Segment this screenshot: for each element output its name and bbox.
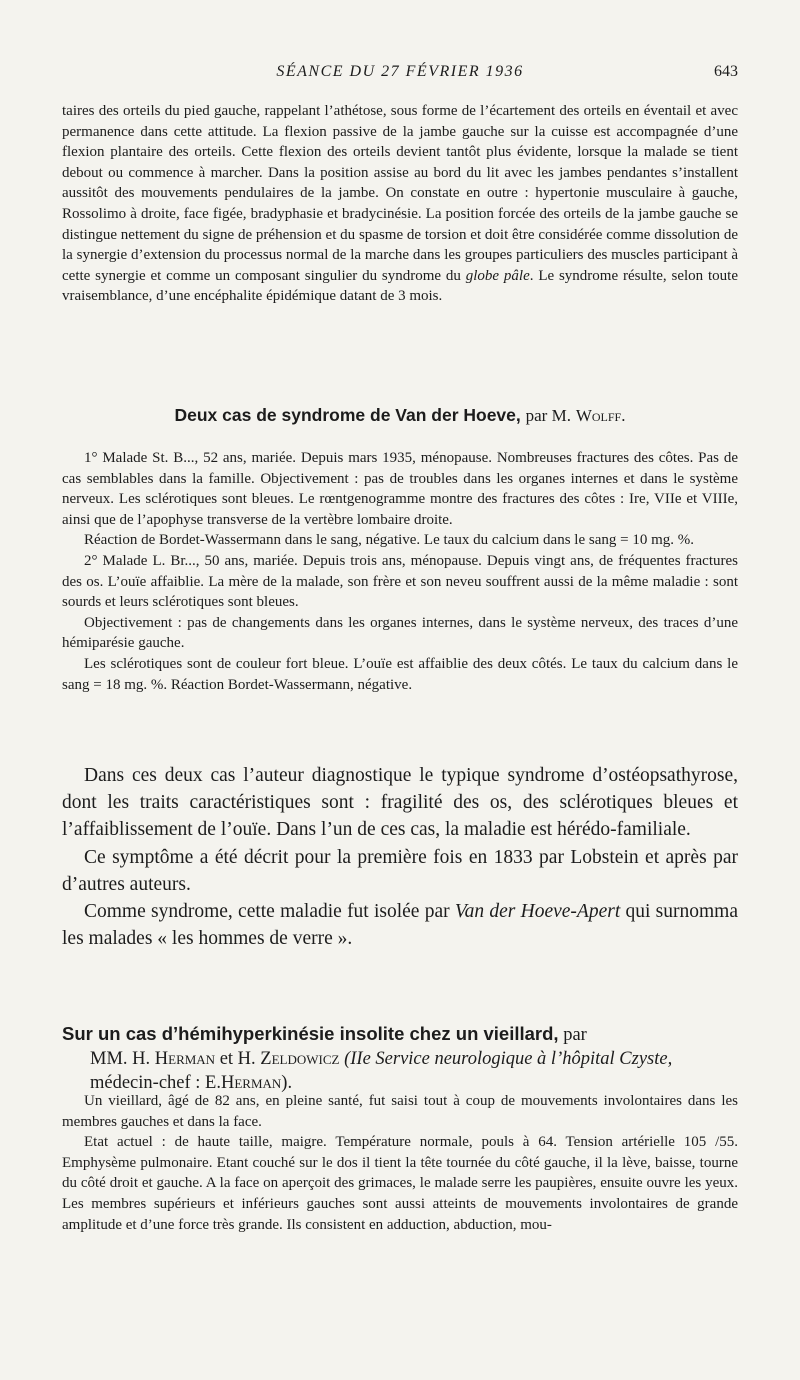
article2-paragraph-1: Un vieillard, âgé de 82 ans, en pleine santé, fut saisi tout à coup de mouvements involontaires dans les membres gauches et dans la face. [62,1093,738,1130]
article1-title-text: Deux cas de syndrome de Van der Hoeve, [174,405,521,425]
page-header [62,63,738,87]
article1-commentary [62,762,738,952]
commentary3-text-a: Comme syndrome, cette maladie fut isolée par [84,901,455,923]
article1-title [62,405,738,426]
article1-cases [62,448,738,695]
continuation-italic: globe pâle [465,267,530,284]
article2-par: par [563,1025,587,1045]
article2-title [62,1022,738,1095]
article1-author: Wolff. [575,406,626,425]
article2-chief-prefix: médecin-chef : E. [90,1073,221,1093]
article1-byline-prefix: par M. [525,406,571,425]
commentary-paragraph-3 [62,898,738,952]
article2-paragraph-2: Etat actuel : de haute taille, maigre. Température normale, pouls à 64. Tension artérielle 105 /55. Emphysème pulmonaire. Etant couché sur le dos il tient la tête tournée du côté gauche, il la lève, baisse, tourne du côté droit et gauche. A la face on aperçoit des grimaces, le malade serre les paupières, ensuite ouvre les yeux. Les membres supérieurs et inférieurs gauches sont aussi atteints de mouvements involontaires de grande amplitude et d’une force très grande. Ils consistent en adduction, abduction, mou- [62,1134,738,1233]
continuation-text-a: taires des orteils du pied gauche, rappelant l’athétose, sous forme de l’écartement des orteils en éventail et avec permanence dans cette attitude. La flexion passive de la jambe gauche sur la cuisse est accompagnée d’une flexion plantaire des orteils. Cette flexion des orteils devient tantôt plus évidente, lorsque la malade se tient debout ou commence à marcher. Dans la position assise au bord du lit avec les jambes pendantes s’installent aussitôt des mouvements pendulaires de la jambe. On constate en outre : hypertonie musculaire à gauche, Rossolimo à droite, face figée, bradyphasie et bradycinésie. La position forcée des orteils de la jambe gauche se distingue nettement du signe de préhension et du spasme de torsion et doit être considérée comme dissolution de la synergie d’extension du processus normal de la marche dans les groupes particuliers des muscles participant à cette synergie et comme un composant singulier du syndrome du [62,103,738,284]
article2-chief-suffix: ). [281,1073,293,1093]
article2-service: (IIe Service neurologique à l’hôpital Czyste, [344,1049,673,1069]
article2-authors-mid: et H. [219,1049,256,1069]
case2-paragraph: 2° Malade L. Br..., 50 ans, mariée. Depuis trois ans, ménopause. Depuis vingt ans, de fréquentes fractures des os. L’ouïe affaiblie. La mère de la malade, son frère et son neveu souffrent aussi de la même maladie : sont sourds et leurs sclérotiques sont bleues. [62,552,738,611]
continuation-paragraph [62,101,738,307]
article2-title-text: Sur un cas d’hémihyperkinésie insolite chez un vieillard, [62,1023,559,1044]
case2-sclerotiques: Les sclérotiques sont de couleur fort bleue. L’ouïe est affaiblie des deux côtés. Le taux du calcium dans le sang = 18 mg. %. Réaction Bordet-Wassermann, négative. [62,655,738,693]
commentary3-text-b: qui surnomma les malades « les hommes de verre ». [62,901,738,950]
continuation-text-b: . Le syndrome résulte, selon toute vraisemblance, d’une encéphalite épidémique datant de 3 mois. [62,267,738,305]
article2-author2: Zeldowicz [260,1049,340,1069]
case1-paragraph: 1° Malade St. B..., 52 ans, mariée. Depuis mars 1935, ménopause. Nombreuses fractures des côtes. Pas de cas semblables dans la famille. Objectivement : pas de troubles dans les organes internes et dans le système nerveux. Les sclérotiques sont bleues. Le rœntgenogramme montre des fractures des côtes : Ire, VIIe et VIIIe, ainsi que de l’apophyse transverse de la vertèbre lombaire droite. [62,450,738,528]
article2-body [62,1091,738,1235]
article2-authors [62,1047,738,1095]
article2-author1: Herman [154,1049,216,1069]
case2-objectivement: Objectivement : pas de changements dans les organes internes, dans le système nerveux, des traces d’une hémiparésie gauche. [62,614,738,652]
running-head: SÉANCE DU 27 FÉVRIER 1936 [276,63,524,80]
page-number: 643 [714,63,738,80]
article2-authors-prefix: MM. H. [90,1049,151,1069]
commentary-paragraph-2: Ce symptôme a été décrit pour la première fois en 1833 par Lobstein et après par d’autres auteurs. [62,846,738,895]
article2-chief: Herman [220,1073,282,1093]
commentary-paragraph-1: Dans ces deux cas l’auteur diagnostique le typique syndrome d’ostéopsathyrose, dont les traits caractéristiques sont : fragilité des os, des sclérotiques bleues et l’affaiblissement de l’ouïe. Dans l’un de ces cas, la maladie est hérédo-familiale. [62,765,738,841]
case1-reaction: Réaction de Bordet-Wassermann dans le sang, négative. Le taux du calcium dans le sang = 10 mg. %. [84,532,694,549]
commentary3-italic: Van der Hoeve-Apert [454,901,621,923]
